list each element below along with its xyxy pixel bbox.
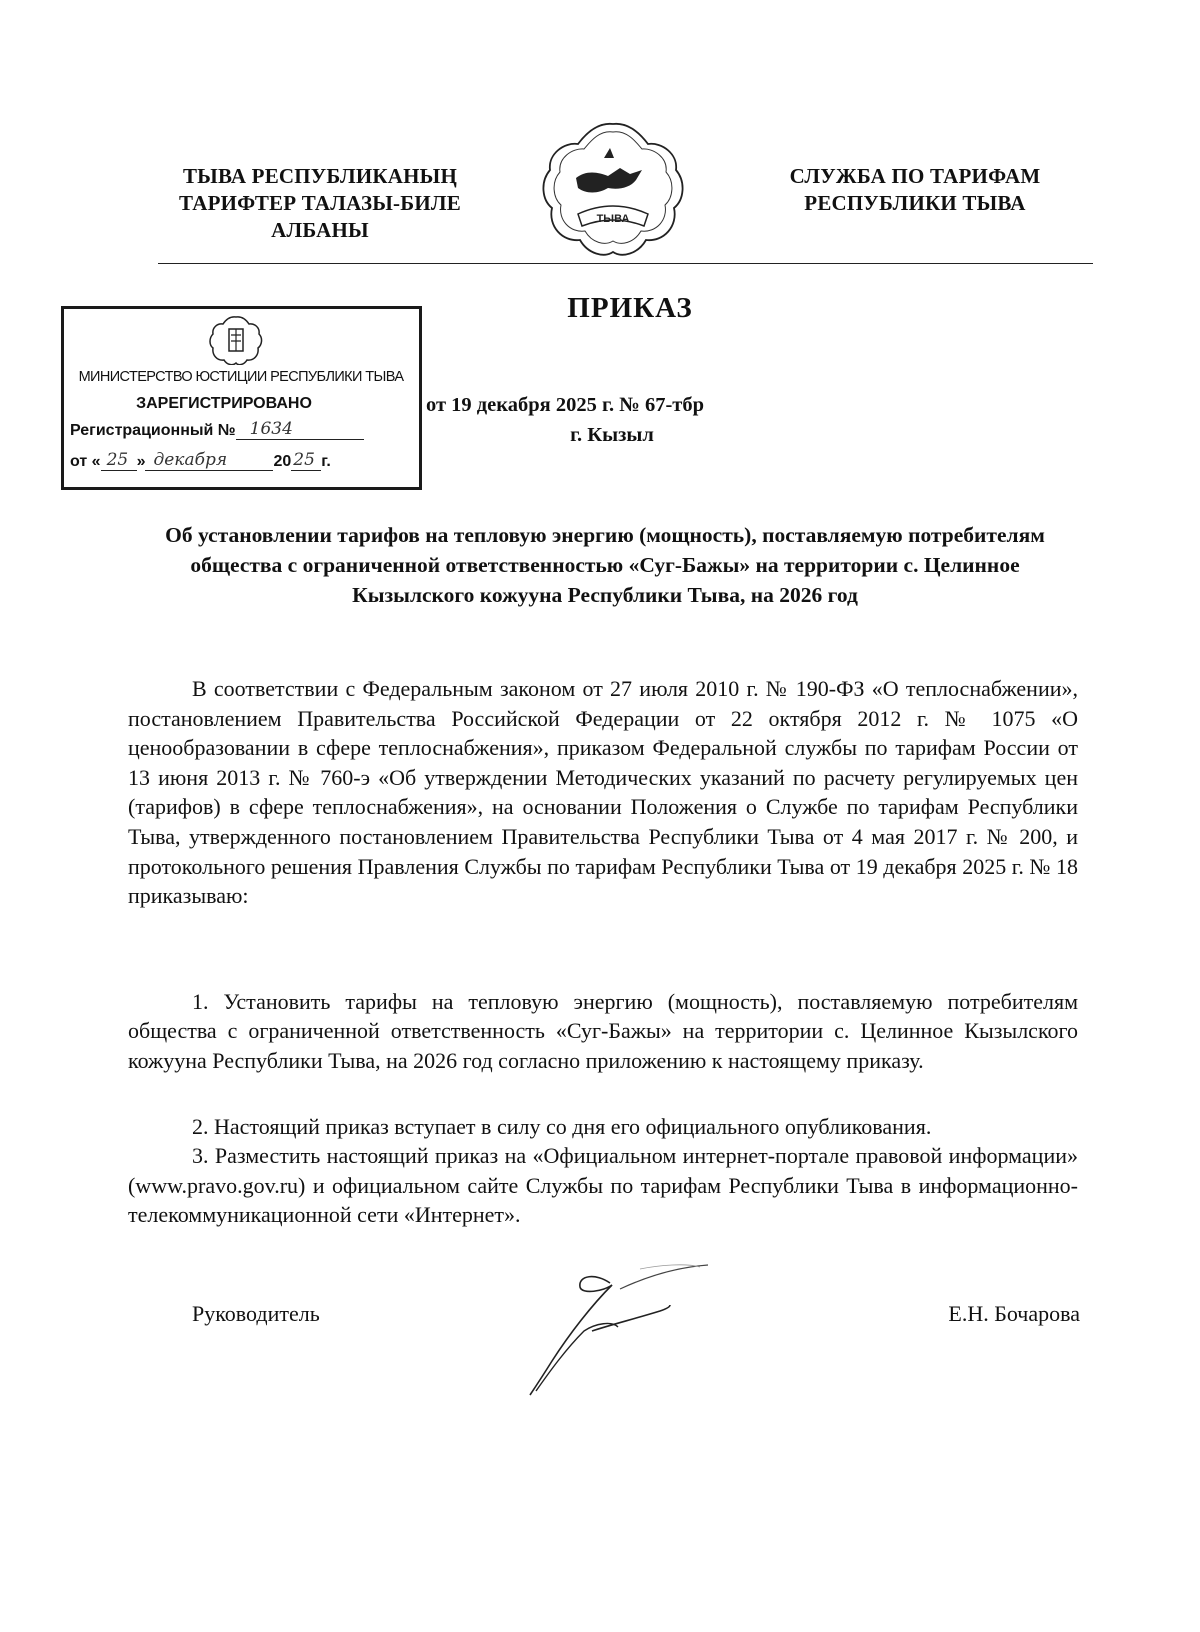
stamp-regnum-label: Регистрационный № — [70, 422, 236, 439]
stamp-regnum-blank — [236, 421, 364, 440]
order-date-number: от 19 декабря 2025 г. № 67-тбр — [426, 394, 705, 416]
stamp-date-day: 25 — [106, 450, 129, 470]
stamp-ministry: МИНИСТЕРСТВО ЮСТИЦИИ РЕСПУБЛИКИ ТЫВА — [78, 369, 404, 385]
order-subject: Об установлении тарифов на тепловую энергию (мощность), поставляемую потребителям общества с ограниченной ответственностью «Суг-Бажы» на территории с. Целинное Кызылского кожууна Республики Тыва, на 2026 год — [165, 523, 1045, 607]
stamp-date-mid: » — [136, 453, 146, 470]
order-city: г. Кызыл — [570, 424, 654, 446]
stamp-date-prefix: от « — [70, 453, 101, 470]
stamp-year-blank — [291, 452, 321, 471]
stamp-year-prefix: 20 — [273, 453, 292, 470]
stamp-emblem-icon — [209, 315, 263, 365]
signatory-title: Руководитель — [192, 1301, 320, 1326]
stamp-date-year: 25 — [293, 450, 315, 470]
stamp-registered: ЗАРЕГИСТРИРОВАНО — [136, 395, 312, 412]
registration-stamp — [61, 306, 422, 490]
stamp-regnum-value: 1634 — [249, 419, 293, 439]
header-right-russian: СЛУЖБА ПО ТАРИФАМ РЕСПУБЛИКИ ТЫВА — [789, 164, 1041, 215]
header-divider — [158, 263, 1093, 264]
republic-emblem-icon — [538, 118, 688, 258]
header-left-tuvan: ТЫВА РЕСПУБЛИКАНЫҢ ТАРИФТЕР ТАЛАЗЫ-БИЛЕ АЛБАНЫ — [179, 164, 461, 242]
handwritten-signature — [500, 1245, 725, 1400]
order-item-1: 1. Установить тарифы на тепловую энергию (мощность), поставляемую потребителям общества с ограниченной ответственность «Суг-Бажы» на территории с. Целинное Кызылского кожууна Республики Тыва, на 2026 год согласно приложению к настоящему приказу. — [128, 989, 1078, 1073]
stamp-date-month: декабря — [153, 450, 228, 470]
preamble-paragraph: В соответствии с Федеральным законом от 27 июля 2010 г. № 190-ФЗ «О теплоснабжении», постановлением Правительства Российской Федерации от 22 октября 2012 г. № 1075 «О ценообразовании в сфере теплоснабжения», приказом Федеральной службы по тарифам России от 13 июня 2013 г. № 760-э «Об утверждении Методических указаний по расчету регулируемых цен (тарифов) в сфере теплоснабжения», на основании Положения о Службе по тарифам Республики Тыва, утвержденного постановлением Правительства Республики Тыва от 4 мая 2017 г. № 200, и протокольного решения Правления Службы по тарифам Республики Тыва от 19 декабря 2025 г. № 18 приказываю: — [128, 676, 1078, 909]
order-item-2: 2. Настоящий приказ вступает в силу со дня его официального опубликования. — [192, 1114, 932, 1139]
emblem-label: ТЫВА — [596, 213, 630, 225]
stamp-date-suffix: г. — [321, 453, 331, 470]
stamp-registration-number — [70, 421, 364, 440]
order-item-3: 3. Разместить настоящий приказ на «Официальном интернет-портале правовой информации» (www.pravo.gov.ru) и официальном сайте Службы по тарифам Республики Тыва в информационно-телекоммуникационной сети «Интернет». — [128, 1143, 1078, 1228]
stamp-date — [70, 452, 331, 471]
stamp-day-blank — [101, 452, 137, 471]
document-title: ПРИКАЗ — [567, 292, 693, 324]
stamp-month-blank — [145, 452, 273, 471]
signatory-name: Е.Н. Бочарова — [948, 1301, 1080, 1326]
